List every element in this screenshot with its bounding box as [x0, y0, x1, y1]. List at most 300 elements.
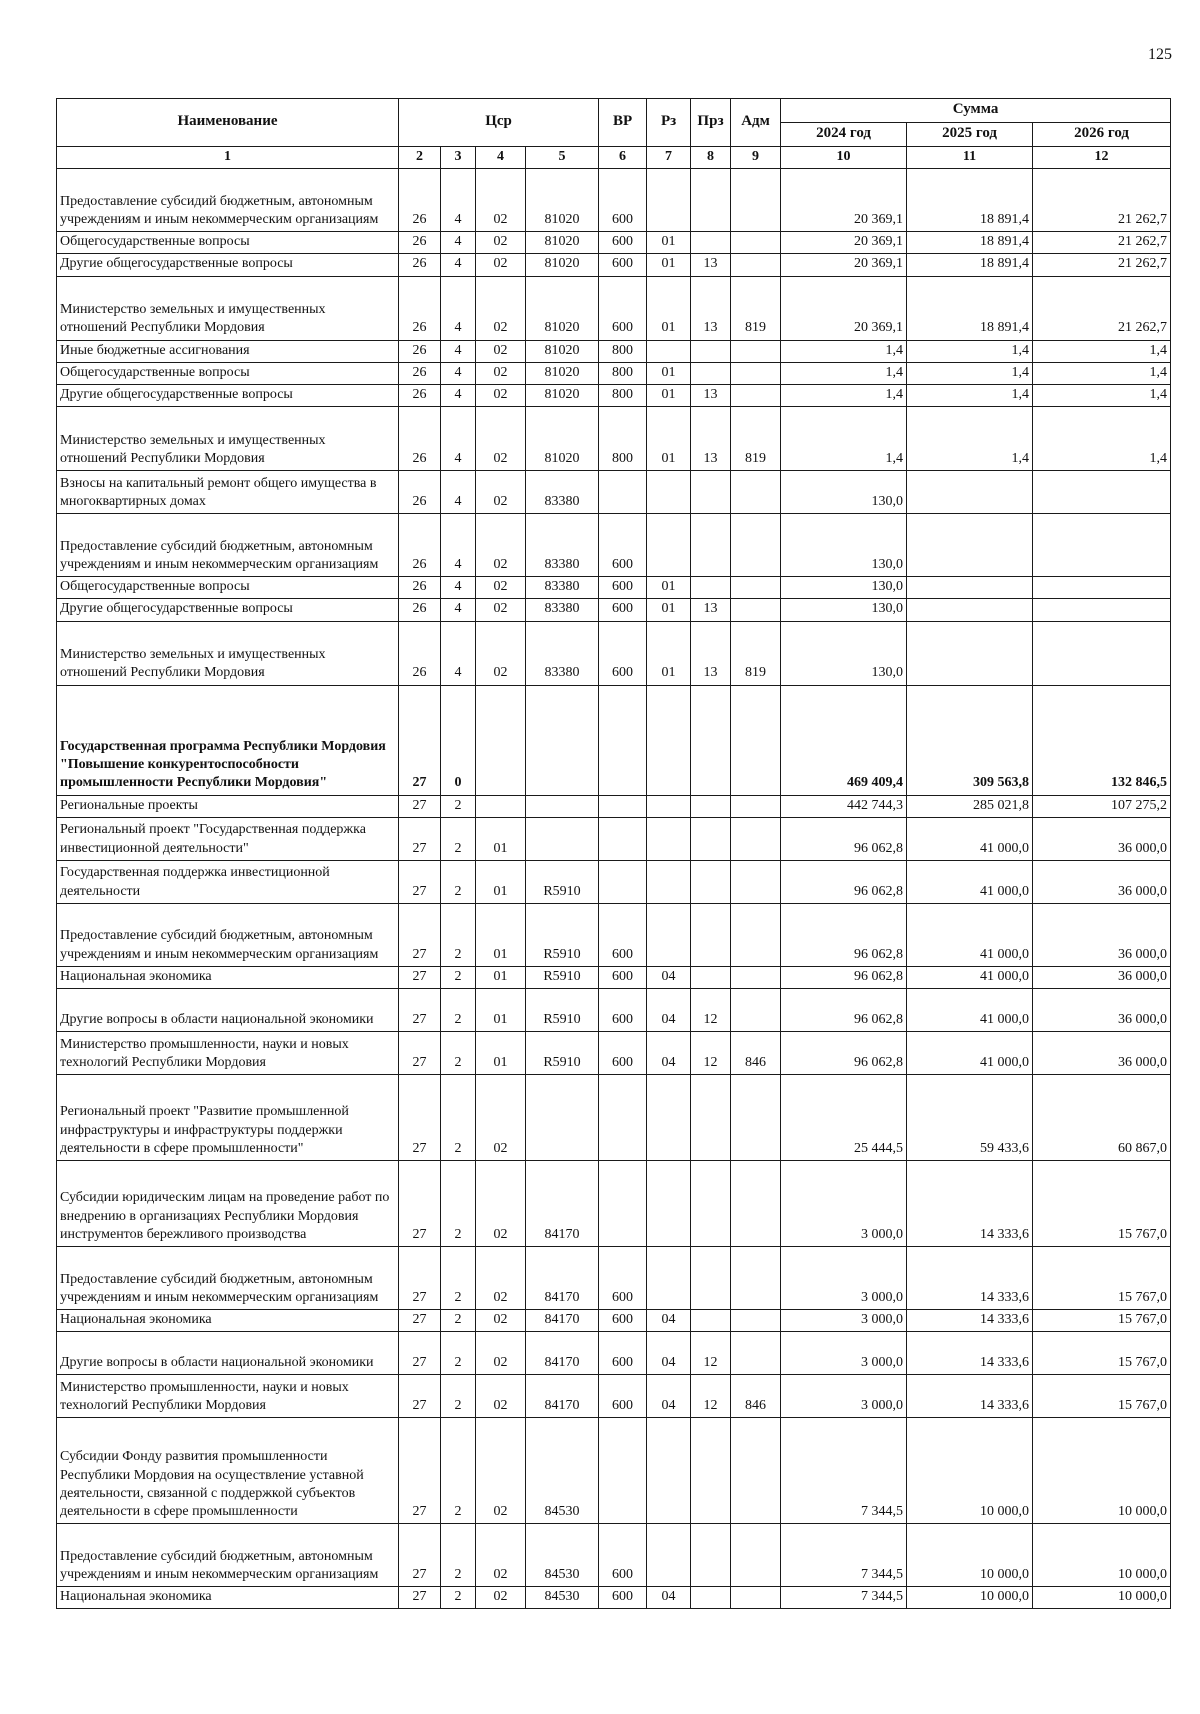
rz-code: 01 — [647, 407, 691, 471]
amount-2025: 41 000,0 — [907, 860, 1033, 903]
amount-2026 — [1033, 599, 1171, 621]
tsr-direction: 84170 — [526, 1332, 599, 1375]
amount-2024: 96 062,8 — [781, 903, 907, 966]
table-row — [57, 1375, 1171, 1418]
rz-code: 04 — [647, 1332, 691, 1375]
amount-2026: 15 767,0 — [1033, 1332, 1171, 1375]
tsr-direction: 84170 — [526, 1160, 599, 1246]
tsr-program: 27 — [399, 1587, 441, 1609]
prz-code — [691, 685, 731, 795]
tsr-subprogram: 2 — [441, 1246, 476, 1309]
rz-code: 01 — [647, 599, 691, 621]
amount-2026: 60 867,0 — [1033, 1074, 1171, 1160]
amount-2025: 10 000,0 — [907, 1524, 1033, 1587]
amount-2024: 130,0 — [781, 514, 907, 577]
amount-2026: 15 767,0 — [1033, 1246, 1171, 1309]
amount-2025: 41 000,0 — [907, 903, 1033, 966]
prz-code: 13 — [691, 407, 731, 471]
table-row — [57, 362, 1171, 384]
header-prz: Прз — [691, 99, 731, 147]
tsr-measure: 02 — [476, 169, 526, 232]
tsr-direction: 81020 — [526, 232, 599, 254]
adm-code — [731, 384, 781, 406]
vr-code — [599, 795, 647, 817]
amount-2024: 1,4 — [781, 384, 907, 406]
vr-code — [599, 1160, 647, 1246]
amount-2026 — [1033, 514, 1171, 577]
adm-code: 819 — [731, 407, 781, 471]
vr-code: 600 — [599, 1524, 647, 1587]
tsr-direction: 84170 — [526, 1309, 599, 1331]
amount-2024: 96 062,8 — [781, 1031, 907, 1074]
table-row — [57, 1587, 1171, 1609]
tsr-measure: 02 — [476, 1587, 526, 1609]
column-number: 3 — [441, 147, 476, 169]
tsr-subprogram: 4 — [441, 514, 476, 577]
row-name: Другие общегосударственные вопросы — [57, 384, 399, 406]
tsr-subprogram: 4 — [441, 621, 476, 685]
table-row — [57, 903, 1171, 966]
amount-2026: 36 000,0 — [1033, 860, 1171, 903]
tsr-measure: 02 — [476, 232, 526, 254]
row-name: Иные бюджетные ассигнования — [57, 340, 399, 362]
adm-code — [731, 1524, 781, 1587]
tsr-program: 27 — [399, 1246, 441, 1309]
tsr-subprogram: 2 — [441, 1375, 476, 1418]
amount-2024: 1,4 — [781, 407, 907, 471]
amount-2026: 1,4 — [1033, 384, 1171, 406]
rz-code: 01 — [647, 384, 691, 406]
adm-code — [731, 988, 781, 1031]
vr-code: 800 — [599, 362, 647, 384]
tsr-program: 27 — [399, 1074, 441, 1160]
amount-2026: 36 000,0 — [1033, 988, 1171, 1031]
tsr-measure: 02 — [476, 362, 526, 384]
tsr-subprogram: 2 — [441, 1031, 476, 1074]
vr-code: 800 — [599, 384, 647, 406]
table-row — [57, 1309, 1171, 1331]
amount-2026: 10 000,0 — [1033, 1418, 1171, 1524]
prz-code: 12 — [691, 988, 731, 1031]
table-row — [57, 1418, 1171, 1524]
table-row — [57, 471, 1171, 514]
adm-code — [731, 966, 781, 988]
amount-2024: 3 000,0 — [781, 1246, 907, 1309]
amount-2025 — [907, 599, 1033, 621]
table-row — [57, 795, 1171, 817]
amount-2024: 96 062,8 — [781, 817, 907, 860]
vr-code: 600 — [599, 1246, 647, 1309]
tsr-direction — [526, 795, 599, 817]
tsr-direction: 83380 — [526, 471, 599, 514]
tsr-program: 27 — [399, 1375, 441, 1418]
vr-code: 600 — [599, 903, 647, 966]
table-row — [57, 1524, 1171, 1587]
column-number: 4 — [476, 147, 526, 169]
table-row — [57, 1074, 1171, 1160]
header-name: Наименование — [57, 99, 399, 147]
rz-code: 01 — [647, 577, 691, 599]
rz-code: 04 — [647, 1587, 691, 1609]
tsr-measure: 02 — [476, 1309, 526, 1331]
tsr-subprogram: 4 — [441, 232, 476, 254]
tsr-measure: 02 — [476, 254, 526, 276]
amount-2025: 41 000,0 — [907, 966, 1033, 988]
rz-code — [647, 1160, 691, 1246]
header-year-2025: 2025 год — [907, 123, 1033, 147]
amount-2026: 21 262,7 — [1033, 232, 1171, 254]
rz-code — [647, 471, 691, 514]
tsr-program: 27 — [399, 988, 441, 1031]
prz-code: 12 — [691, 1375, 731, 1418]
tsr-measure: 02 — [476, 514, 526, 577]
prz-code — [691, 903, 731, 966]
amount-2025: 285 021,8 — [907, 795, 1033, 817]
tsr-subprogram: 4 — [441, 407, 476, 471]
row-name: Другие общегосударственные вопросы — [57, 254, 399, 276]
amount-2025: 14 333,6 — [907, 1160, 1033, 1246]
tsr-direction: 81020 — [526, 276, 599, 340]
tsr-subprogram: 2 — [441, 1587, 476, 1609]
tsr-direction — [526, 817, 599, 860]
adm-code — [731, 1418, 781, 1524]
prz-code — [691, 471, 731, 514]
prz-code: 13 — [691, 599, 731, 621]
tsr-program: 26 — [399, 232, 441, 254]
rz-code — [647, 685, 691, 795]
tsr-subprogram: 2 — [441, 1074, 476, 1160]
header-adm: Адм — [731, 99, 781, 147]
vr-code: 600 — [599, 276, 647, 340]
tsr-measure: 02 — [476, 384, 526, 406]
adm-code: 846 — [731, 1375, 781, 1418]
tsr-measure — [476, 685, 526, 795]
amount-2025: 10 000,0 — [907, 1418, 1033, 1524]
tsr-program: 26 — [399, 621, 441, 685]
row-name: Региональный проект "Развитие промышленной инфраструктуры и инфраструктуры поддержки деятельности в сфере промышленности" — [57, 1074, 399, 1160]
vr-code: 600 — [599, 232, 647, 254]
column-number: 2 — [399, 147, 441, 169]
prz-code: 13 — [691, 254, 731, 276]
amount-2024: 25 444,5 — [781, 1074, 907, 1160]
rz-code — [647, 1418, 691, 1524]
header-year-2024: 2024 год — [781, 123, 907, 147]
tsr-measure: 02 — [476, 1160, 526, 1246]
row-name: Другие общегосударственные вопросы — [57, 599, 399, 621]
vr-code: 600 — [599, 599, 647, 621]
tsr-measure: 01 — [476, 817, 526, 860]
header-sum: Сумма — [781, 99, 1171, 123]
amount-2024: 3 000,0 — [781, 1160, 907, 1246]
tsr-program: 27 — [399, 817, 441, 860]
amount-2025: 10 000,0 — [907, 1587, 1033, 1609]
amount-2025: 41 000,0 — [907, 988, 1033, 1031]
table-row — [57, 514, 1171, 577]
amount-2026: 1,4 — [1033, 362, 1171, 384]
tsr-direction: 81020 — [526, 384, 599, 406]
rz-code: 01 — [647, 254, 691, 276]
tsr-measure: 02 — [476, 1524, 526, 1587]
adm-code: 819 — [731, 276, 781, 340]
rz-code — [647, 903, 691, 966]
amount-2025: 18 891,4 — [907, 276, 1033, 340]
prz-code — [691, 860, 731, 903]
amount-2024: 20 369,1 — [781, 232, 907, 254]
amount-2026 — [1033, 621, 1171, 685]
tsr-subprogram: 4 — [441, 384, 476, 406]
table-row — [57, 1160, 1171, 1246]
tsr-measure: 01 — [476, 966, 526, 988]
amount-2024: 96 062,8 — [781, 860, 907, 903]
amount-2026: 36 000,0 — [1033, 817, 1171, 860]
tsr-measure: 01 — [476, 988, 526, 1031]
tsr-direction: 83380 — [526, 599, 599, 621]
table-row — [57, 577, 1171, 599]
prz-code — [691, 1418, 731, 1524]
amount-2026: 21 262,7 — [1033, 276, 1171, 340]
adm-code: 819 — [731, 621, 781, 685]
tsr-subprogram: 2 — [441, 1332, 476, 1375]
header-year-2026: 2026 год — [1033, 123, 1171, 147]
amount-2026: 132 846,5 — [1033, 685, 1171, 795]
column-number: 6 — [599, 147, 647, 169]
tsr-subprogram: 4 — [441, 362, 476, 384]
rz-code: 04 — [647, 966, 691, 988]
rz-code: 01 — [647, 232, 691, 254]
row-name: Государственная поддержка инвестиционной деятельности — [57, 860, 399, 903]
prz-code — [691, 1074, 731, 1160]
vr-code: 800 — [599, 340, 647, 362]
row-name: Предоставление субсидий бюджетным, автономным учреждениям и иным некоммерческим организациям — [57, 1246, 399, 1309]
row-name: Предоставление субсидий бюджетным, автономным учреждениям и иным некоммерческим организациям — [57, 169, 399, 232]
rz-code: 01 — [647, 362, 691, 384]
amount-2026: 36 000,0 — [1033, 1031, 1171, 1074]
amount-2026: 36 000,0 — [1033, 903, 1171, 966]
tsr-program: 26 — [399, 577, 441, 599]
rz-code — [647, 1524, 691, 1587]
vr-code — [599, 817, 647, 860]
vr-code: 600 — [599, 254, 647, 276]
vr-code — [599, 1074, 647, 1160]
table-header — [57, 99, 1171, 147]
vr-code — [599, 685, 647, 795]
header-tsr: Цср — [399, 99, 599, 147]
tsr-measure: 02 — [476, 577, 526, 599]
header-rz: Рз — [647, 99, 691, 147]
adm-code — [731, 471, 781, 514]
tsr-measure: 02 — [476, 407, 526, 471]
row-name: Государственная программа Республики Мордовия "Повышение конкурентоспособности промышленности Республики Мордовия" — [57, 685, 399, 795]
adm-code — [731, 362, 781, 384]
column-number: 12 — [1033, 147, 1171, 169]
tsr-program: 27 — [399, 1524, 441, 1587]
tsr-direction: R5910 — [526, 966, 599, 988]
tsr-measure: 02 — [476, 1074, 526, 1160]
amount-2025: 14 333,6 — [907, 1309, 1033, 1331]
tsr-subprogram: 2 — [441, 966, 476, 988]
vr-code: 800 — [599, 407, 647, 471]
column-number: 11 — [907, 147, 1033, 169]
tsr-measure — [476, 795, 526, 817]
amount-2024: 96 062,8 — [781, 966, 907, 988]
tsr-direction: 81020 — [526, 407, 599, 471]
amount-2024: 7 344,5 — [781, 1418, 907, 1524]
row-name: Министерство земельных и имущественных отношений Республики Мордовия — [57, 407, 399, 471]
adm-code — [731, 1309, 781, 1331]
tsr-subprogram: 0 — [441, 685, 476, 795]
vr-code: 600 — [599, 1375, 647, 1418]
tsr-subprogram: 4 — [441, 169, 476, 232]
tsr-measure: 01 — [476, 903, 526, 966]
tsr-program: 26 — [399, 471, 441, 514]
vr-code: 600 — [599, 1031, 647, 1074]
table-row — [57, 988, 1171, 1031]
tsr-direction: R5910 — [526, 1031, 599, 1074]
amount-2025: 1,4 — [907, 407, 1033, 471]
table-row — [57, 232, 1171, 254]
tsr-subprogram: 2 — [441, 795, 476, 817]
table-row — [57, 276, 1171, 340]
adm-code — [731, 685, 781, 795]
prz-code — [691, 169, 731, 232]
table-row — [57, 860, 1171, 903]
tsr-direction: 81020 — [526, 254, 599, 276]
table-row — [57, 966, 1171, 988]
table-row — [57, 1332, 1171, 1375]
row-name: Национальная экономика — [57, 1309, 399, 1331]
adm-code — [731, 1074, 781, 1160]
row-name: Региональный проект "Государственная поддержка инвестиционной деятельности" — [57, 817, 399, 860]
rz-code: 04 — [647, 1031, 691, 1074]
amount-2024: 96 062,8 — [781, 988, 907, 1031]
amount-2026: 1,4 — [1033, 340, 1171, 362]
tsr-direction — [526, 685, 599, 795]
table-row — [57, 254, 1171, 276]
rz-code: 04 — [647, 1309, 691, 1331]
tsr-subprogram: 2 — [441, 988, 476, 1031]
row-name: Другие вопросы в области национальной экономики — [57, 988, 399, 1031]
adm-code — [731, 1246, 781, 1309]
tsr-direction: R5910 — [526, 903, 599, 966]
amount-2024: 7 344,5 — [781, 1524, 907, 1587]
amount-2026: 15 767,0 — [1033, 1309, 1171, 1331]
rz-code — [647, 817, 691, 860]
adm-code — [731, 903, 781, 966]
amount-2025 — [907, 621, 1033, 685]
rz-code — [647, 1246, 691, 1309]
table-row — [57, 621, 1171, 685]
amount-2025 — [907, 577, 1033, 599]
rz-code — [647, 169, 691, 232]
prz-code — [691, 362, 731, 384]
row-name: Национальная экономика — [57, 1587, 399, 1609]
adm-code — [731, 254, 781, 276]
amount-2026: 36 000,0 — [1033, 966, 1171, 988]
adm-code — [731, 340, 781, 362]
tsr-subprogram: 2 — [441, 1160, 476, 1246]
vr-code: 600 — [599, 577, 647, 599]
tsr-program: 27 — [399, 685, 441, 795]
tsr-subprogram: 4 — [441, 340, 476, 362]
prz-code — [691, 340, 731, 362]
row-name: Общегосударственные вопросы — [57, 362, 399, 384]
table-row — [57, 340, 1171, 362]
amount-2026 — [1033, 471, 1171, 514]
amount-2026: 107 275,2 — [1033, 795, 1171, 817]
rz-code: 04 — [647, 988, 691, 1031]
amount-2025: 14 333,6 — [907, 1332, 1033, 1375]
adm-code — [731, 1332, 781, 1375]
tsr-program: 27 — [399, 860, 441, 903]
column-number: 9 — [731, 147, 781, 169]
tsr-program: 27 — [399, 903, 441, 966]
vr-code — [599, 860, 647, 903]
rz-code: 04 — [647, 1375, 691, 1418]
tsr-program: 27 — [399, 1332, 441, 1375]
tsr-subprogram: 2 — [441, 860, 476, 903]
tsr-measure: 02 — [476, 1246, 526, 1309]
amount-2024: 1,4 — [781, 340, 907, 362]
table-row — [57, 1246, 1171, 1309]
budget-table — [56, 98, 1171, 1609]
tsr-program: 27 — [399, 795, 441, 817]
tsr-program: 26 — [399, 407, 441, 471]
tsr-direction: 84170 — [526, 1246, 599, 1309]
rz-code — [647, 795, 691, 817]
table-row — [57, 599, 1171, 621]
tsr-subprogram: 2 — [441, 1418, 476, 1524]
table-row — [57, 1031, 1171, 1074]
column-numbers-row — [57, 147, 1171, 169]
tsr-direction: 81020 — [526, 169, 599, 232]
adm-code — [731, 1587, 781, 1609]
row-name: Министерство земельных и имущественных отношений Республики Мордовия — [57, 276, 399, 340]
prz-code — [691, 232, 731, 254]
tsr-measure: 02 — [476, 599, 526, 621]
row-name: Субсидии юридическим лицам на проведение работ по внедрению в организациях Республики Мордовия инструментов бережливого производства — [57, 1160, 399, 1246]
amount-2025 — [907, 514, 1033, 577]
amount-2024: 442 744,3 — [781, 795, 907, 817]
amount-2025: 59 433,6 — [907, 1074, 1033, 1160]
row-name: Общегосударственные вопросы — [57, 232, 399, 254]
tsr-subprogram: 4 — [441, 471, 476, 514]
adm-code — [731, 577, 781, 599]
prz-code — [691, 817, 731, 860]
amount-2025: 41 000,0 — [907, 1031, 1033, 1074]
adm-code — [731, 169, 781, 232]
row-name: Предоставление субсидий бюджетным, автономным учреждениям и иным некоммерческим организациям — [57, 514, 399, 577]
amount-2024: 7 344,5 — [781, 1587, 907, 1609]
tsr-direction: 81020 — [526, 362, 599, 384]
amount-2025: 14 333,6 — [907, 1375, 1033, 1418]
prz-code — [691, 577, 731, 599]
adm-code — [731, 599, 781, 621]
tsr-measure: 02 — [476, 1418, 526, 1524]
adm-code — [731, 514, 781, 577]
adm-code — [731, 860, 781, 903]
tsr-measure: 01 — [476, 860, 526, 903]
amount-2026: 15 767,0 — [1033, 1375, 1171, 1418]
amount-2024: 130,0 — [781, 621, 907, 685]
prz-code: 13 — [691, 276, 731, 340]
amount-2024: 130,0 — [781, 599, 907, 621]
amount-2025: 18 891,4 — [907, 169, 1033, 232]
amount-2025: 14 333,6 — [907, 1246, 1033, 1309]
adm-code — [731, 232, 781, 254]
prz-code — [691, 1309, 731, 1331]
row-name: Субсидии Фонду развития промышленности Республики Мордовия на осуществление уставной деятельности, связанной с поддержкой субъектов деятельности в сфере промышленности — [57, 1418, 399, 1524]
amount-2026: 1,4 — [1033, 407, 1171, 471]
